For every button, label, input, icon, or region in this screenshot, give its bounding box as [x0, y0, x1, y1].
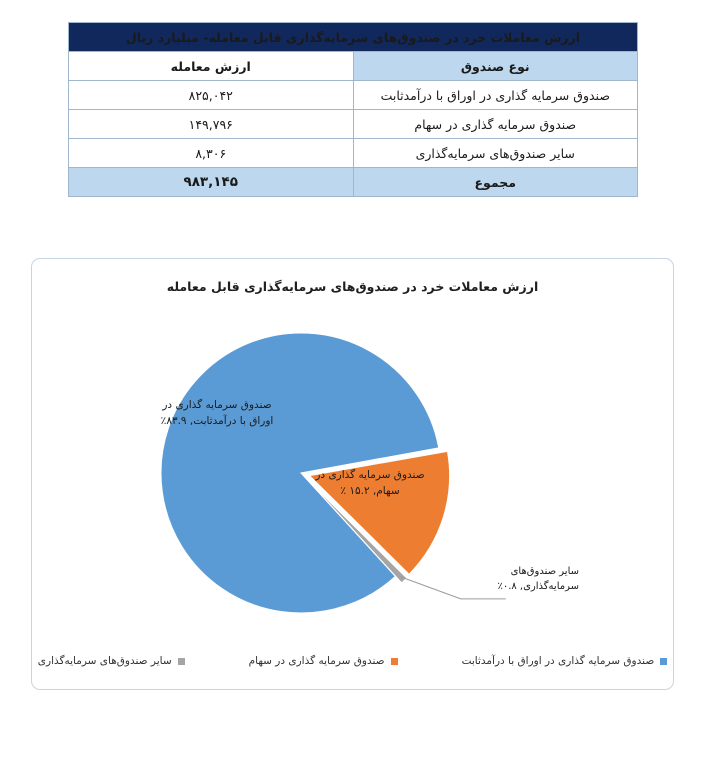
pie-label-fixed-income-line2: اوراق با درآمدثابت, ۸۳.۹٪ [160, 414, 274, 427]
fund-trading-value-table [68, 22, 638, 197]
legend-label-equity: صندوق سرمایه گذاری در سهام [248, 655, 385, 667]
chart-legend [0, 655, 705, 667]
row-value-fixed-income: ۸۲۵,۰۴۲ [69, 81, 354, 110]
pie-label-other-line1: سایر صندوق‌های [510, 566, 579, 577]
table-title: ارزش معاملات خرد در صندوق‌های سرمایه‌گذاری قابل معامله- میلیارد ریال [69, 23, 638, 52]
chart-title: ارزش معاملات خرد در صندوق‌های سرمایه‌گذاری قابل معامله [166, 279, 539, 294]
pie-label-equity-line2: سهام, ۱۵.۲ ٪ [340, 484, 400, 497]
legend-swatch-icon [178, 658, 185, 665]
row-name-equity: صندوق سرمایه گذاری در سهام [353, 110, 638, 139]
table-row [69, 110, 638, 139]
pie-label-equity-line1: صندوق سرمایه گذاری در [315, 469, 425, 481]
legend-label-other: سایر صندوق‌های سرمایه‌گذاری [37, 655, 172, 667]
data-table [68, 22, 638, 197]
legend-swatch-icon [391, 658, 398, 665]
row-value-other: ۸,۳۰۶ [69, 139, 354, 168]
row-name-other: سایر صندوق‌های سرمایه‌گذاری [353, 139, 638, 168]
pie-label-equity [305, 468, 435, 500]
table-row [69, 139, 638, 168]
row-name-total: مجموع [353, 168, 638, 197]
legend-swatch-icon [660, 658, 667, 665]
table-total-row [69, 168, 638, 197]
row-name-fixed-income: صندوق سرمایه گذاری در اوراق با درآمدثابت [353, 81, 638, 110]
legend-label-fixed-income: صندوق سرمایه گذاری در اوراق با درآمدثابت [461, 655, 655, 667]
table-title-row [69, 23, 638, 52]
table-header-row [69, 52, 638, 81]
row-value-equity: ۱۴۹,۷۹۶ [69, 110, 354, 139]
pie-label-fixed-income-line1: صندوق سرمایه گذاری در [162, 399, 272, 411]
pie-label-other [469, 564, 579, 594]
legend-item-fixed-income[interactable] [462, 655, 668, 667]
row-value-total: ۹۸۳,۱۴۵ [69, 168, 354, 197]
legend-item-equity[interactable] [249, 655, 398, 667]
column-header-value: ارزش معامله [69, 52, 354, 81]
column-header-name: نوع صندوق [353, 52, 638, 81]
pie-label-fixed-income [137, 398, 297, 430]
legend-item-other[interactable] [38, 655, 185, 667]
table-row [69, 81, 638, 110]
pie-label-other-line2: سرمایه‌گذاری, ۰.۸٪ [497, 581, 579, 592]
